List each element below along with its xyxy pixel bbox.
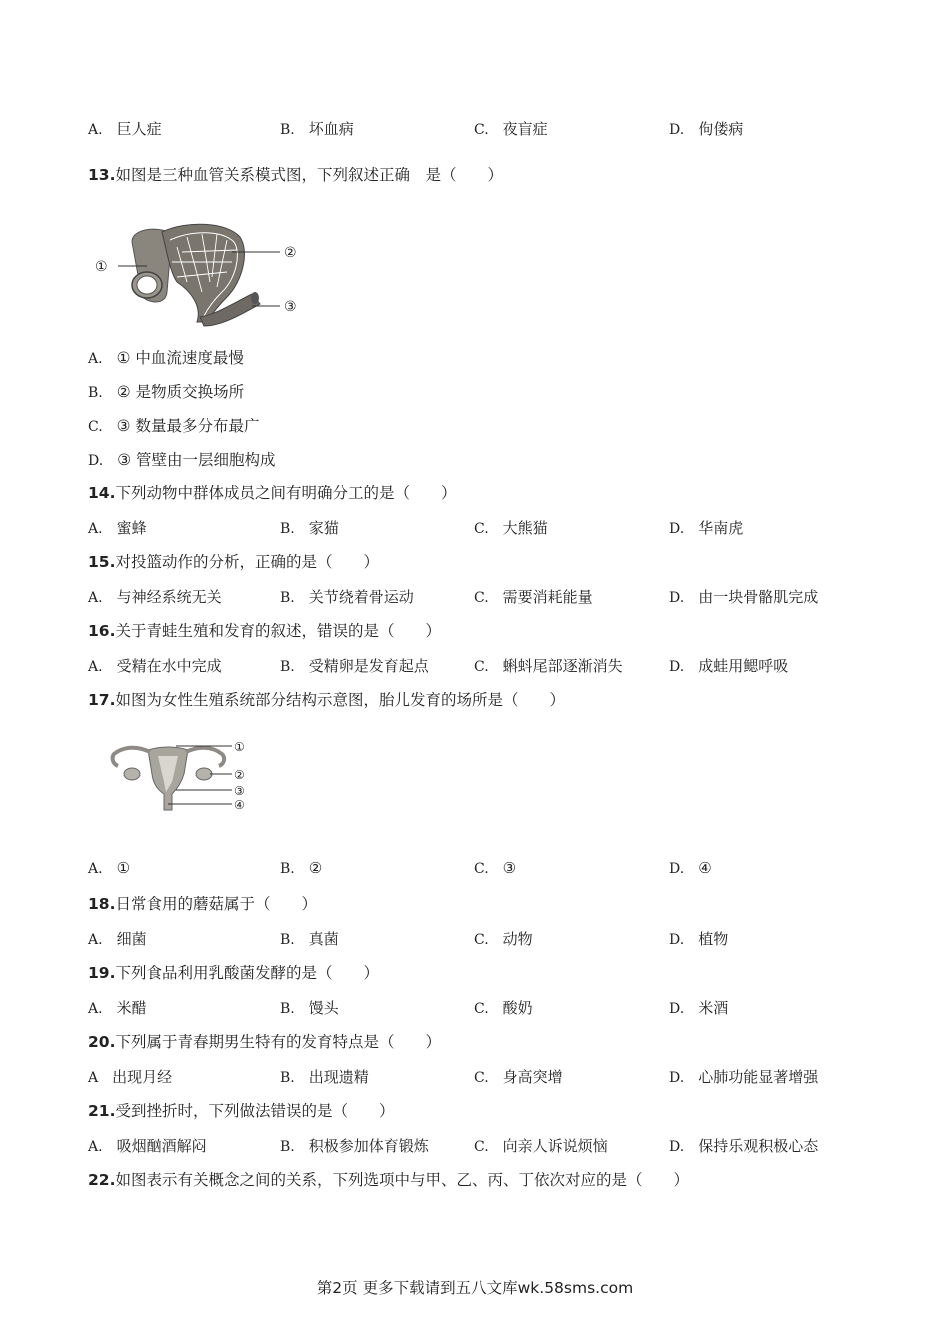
- page-footer: 第2页 更多下载请到五八文库wk.58sms.com: [316, 1279, 634, 1297]
- q16-stem: 16.关于青蛙生殖和发育的叙述，错误的是（ ）: [88, 622, 441, 640]
- q13-option-a: A. ① 中血流速度最慢: [88, 349, 244, 367]
- q19-option-b: B. 馒头: [280, 999, 339, 1017]
- q15-option-c: C. 需要消耗能量: [474, 588, 593, 606]
- q12-option-b: B. 坏血病: [280, 120, 354, 138]
- fig17-label-4: ④: [234, 798, 245, 812]
- q20-option-a: A 出现月经: [88, 1068, 173, 1086]
- q19-option-c: C. 酸奶: [474, 999, 533, 1017]
- fig17-label-2: ②: [234, 768, 245, 782]
- q18-option-a: A. 细菌: [88, 930, 147, 948]
- q17-option-b: B. ②: [280, 859, 323, 877]
- q15-option-d: D. 由一块骨骼肌完成: [669, 588, 819, 606]
- q18-stem: 18.日常食用的蘑菇属于（ ）: [88, 895, 317, 913]
- q15-option-b: B. 关节绕着骨运动: [280, 588, 414, 606]
- q16-option-a: A. 受精在水中完成: [88, 657, 222, 675]
- q21-option-b: B. 积极参加体育锻炼: [280, 1137, 429, 1155]
- q15-option-a: A. 与神经系统无关: [88, 588, 222, 606]
- q16-option-d: D. 成蛙用鳃呼吸: [669, 657, 789, 675]
- q18-option-d: D. 植物: [669, 930, 729, 948]
- blood-vessel-figure: [92, 222, 312, 332]
- q20-option-c: C. 身高突增: [474, 1068, 563, 1086]
- q17-stem: 17.如图为女性生殖系统部分结构示意图，胎儿发育的场所是（ ）: [88, 691, 565, 709]
- q14-option-c: C. 大熊猫: [474, 519, 548, 537]
- fig13-label-1: ①: [95, 259, 108, 275]
- q21-stem: 21.受到挫折时，下列做法错误的是（ ）: [88, 1102, 395, 1120]
- q13-option-d: D. ③ 管壁由一层细胞构成: [88, 451, 276, 469]
- q17-option-a: A. ①: [88, 859, 131, 877]
- q19-option-d: D. 米酒: [669, 999, 729, 1017]
- q13-option-b: B. ② 是物质交换场所: [88, 383, 245, 401]
- q20-option-d: D. 心肺功能显著增强: [669, 1068, 819, 1086]
- q16-option-b: B. 受精卵是发育起点: [280, 657, 429, 675]
- female-reproductive-figure: [106, 734, 256, 814]
- q14-option-b: B. 家猫: [280, 519, 339, 537]
- q16-option-c: C. 蝌蚪尾部逐渐消失: [474, 657, 623, 675]
- q12-option-c: C. 夜盲症: [474, 120, 548, 138]
- q18-option-b: B. 真菌: [280, 930, 339, 948]
- q12-option-a: A. 巨人症: [88, 120, 162, 138]
- q13-stem: 13.如图是三种血管关系模式图，下列叙述正确 是（ ）: [88, 166, 503, 184]
- q13-option-c: C. ③ 数量最多分布最广: [88, 417, 260, 435]
- q22-stem: 22.如图表示有关概念之间的关系，下列选项中与甲、乙、丙、丁依次对应的是（ ）: [88, 1171, 689, 1189]
- fig17-label-3: ③: [234, 784, 245, 798]
- q18-option-c: C. 动物: [474, 930, 533, 948]
- q14-stem: 14.下列动物中群体成员之间有明确分工的是（ ）: [88, 484, 457, 502]
- fig17-label-1: ①: [234, 740, 245, 754]
- q19-stem: 19.下列食品利用乳酸菌发酵的是（ ）: [88, 964, 379, 982]
- q17-option-c: C. ③: [474, 859, 517, 877]
- q21-option-c: C. 向亲人诉说烦恼: [474, 1137, 608, 1155]
- q14-option-a: A. 蜜蜂: [88, 519, 147, 537]
- q20-stem: 20.下列属于青春期男生特有的发育特点是（ ）: [88, 1033, 441, 1051]
- page-number: 2: [332, 1279, 343, 1297]
- fig13-label-3: ③: [284, 299, 297, 315]
- q12-option-d: D. 佝偻病: [669, 120, 744, 138]
- q15-stem: 15.对投篮动作的分析，正确的是（ ）: [88, 553, 379, 571]
- fig13-label-2: ②: [284, 245, 297, 261]
- q20-option-b: B. 出现遗精: [280, 1068, 369, 1086]
- q19-option-a: A. 米醋: [88, 999, 147, 1017]
- q17-option-d: D. ④: [669, 859, 712, 877]
- q21-option-a: A. 吸烟酗酒解闷: [88, 1137, 207, 1155]
- footer-site-link[interactable]: wk.58sms.com: [517, 1279, 634, 1297]
- q21-option-d: D. 保持乐观积极心态: [669, 1137, 819, 1155]
- q14-option-d: D. 华南虎: [669, 519, 744, 537]
